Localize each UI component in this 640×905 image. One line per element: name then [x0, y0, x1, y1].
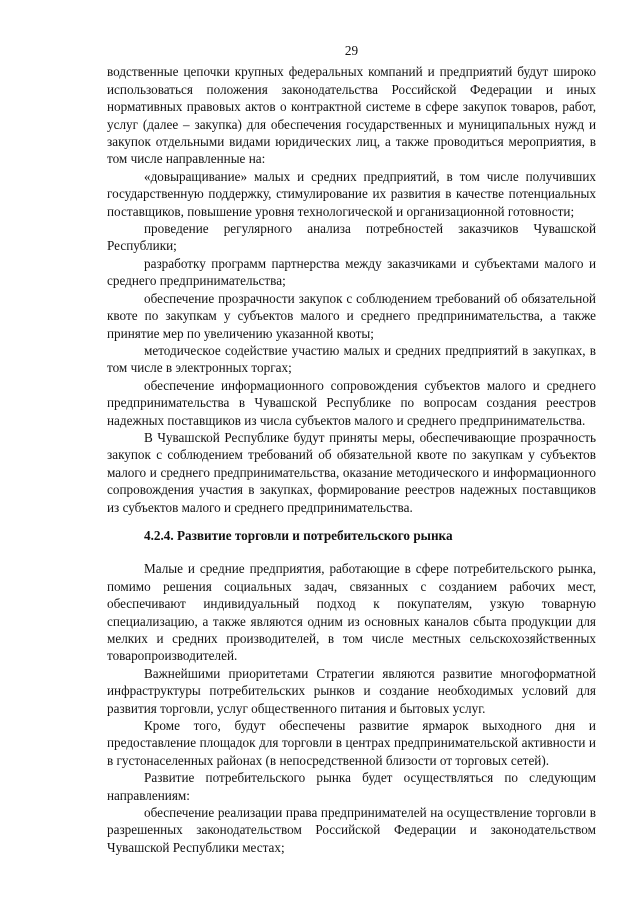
text-block-bottom: [107, 560, 596, 856]
paragraph: Кроме того, будут обеспечены развитие ярмарок выходного дня и предоставление площадок для торговли в центрах предпринимательской активности и в густонаселенных районах (в непосредственной близости от торговых сетей).: [107, 718, 596, 768]
paragraph: разработку программ партнерства между заказчиками и субъектами малого и среднего предпринимательства;: [107, 255, 596, 289]
section-heading: 4.2.4. Развитие торговли и потребительского рынка: [144, 527, 453, 543]
page-number: 29: [344, 43, 359, 58]
paragraph: Развитие потребительского рынка будет осуществляться по следующим направлениям:: [107, 770, 596, 803]
paragraph: водственные цепочки крупных федеральных компаний и предприятий будут широко использоваться положения законодательства Российской Федерации и иных нормативных правовых актов о контрактной системе в сфере закупок товаров, работ, услуг (далее – закупка) для обеспечения государственных и муниципальных нужд и закупок отдельными видами юридических лиц, а также проводиться мероприятия, в том числе направленные на:: [107, 64, 596, 167]
paragraph: обеспечение прозрачности закупок с соблюдением требований об обязательной квоте по закупкам у субъектов малого и среднего предпринимательства, а также принятие мер по увеличению указанной квоты;: [107, 290, 596, 341]
paragraph: Малые и средние предприятия, работающие в сфере потребительского рынка, помимо решения социальных задач, связанных с созданием рабочих мест, обеспечивают индивидуальный подход к покупателям, узкую товарную специализацию, а также являются одним из основных каналов сбыта продукции для мелких и средних производителей, в том числе местных сельскохозяйственных товаропроизводителей.: [107, 561, 596, 664]
paragraph: «довыращивание» малых и средних предприятий, в том числе получивших государственную поддержку, стимулирование их развития в качестве потенциальных поставщиков, повышение уровня технологической и организационной готовности;: [107, 168, 596, 219]
paragraph: методическое содействие участию малых и средних предприятий в закупках, в том числе в электронных торгах;: [107, 342, 596, 376]
paragraph: обеспечение реализации права предпринимателей на осуществление торговли в разрешенных законодательством Российской Федерации и законодательством Чувашской Республики местах;: [107, 805, 596, 855]
paragraph: проведение регулярного анализа потребностей заказчиков Чувашской Республики;: [107, 221, 596, 254]
paragraph: В Чувашской Республике будут приняты меры, обеспечивающие прозрачность закупок с соблюдением требований об обязательной квоте по закупкам у субъектов малого и среднего предпринимательства, оказание методического и информационного сопровождения участия в закупках, формирование реестров надежных поставщиков из субъектов малого и среднего предпринимательства.: [107, 429, 596, 515]
paragraph: обеспечение информационного сопровождения субъектов малого и среднего предпринимательства в Чувашской Республике по вопросам создания реестров надежных поставщиков из числа субъектов малого и среднего предпринимательства.: [107, 377, 596, 428]
paragraph: Важнейшими приоритетами Стратегии являются развитие многоформатной инфраструктуры потребительских рынков и создание необходимых условий для развития торговли, услуг общественного питания и бытовых услуг.: [107, 665, 596, 716]
text-block-top: [107, 63, 596, 516]
